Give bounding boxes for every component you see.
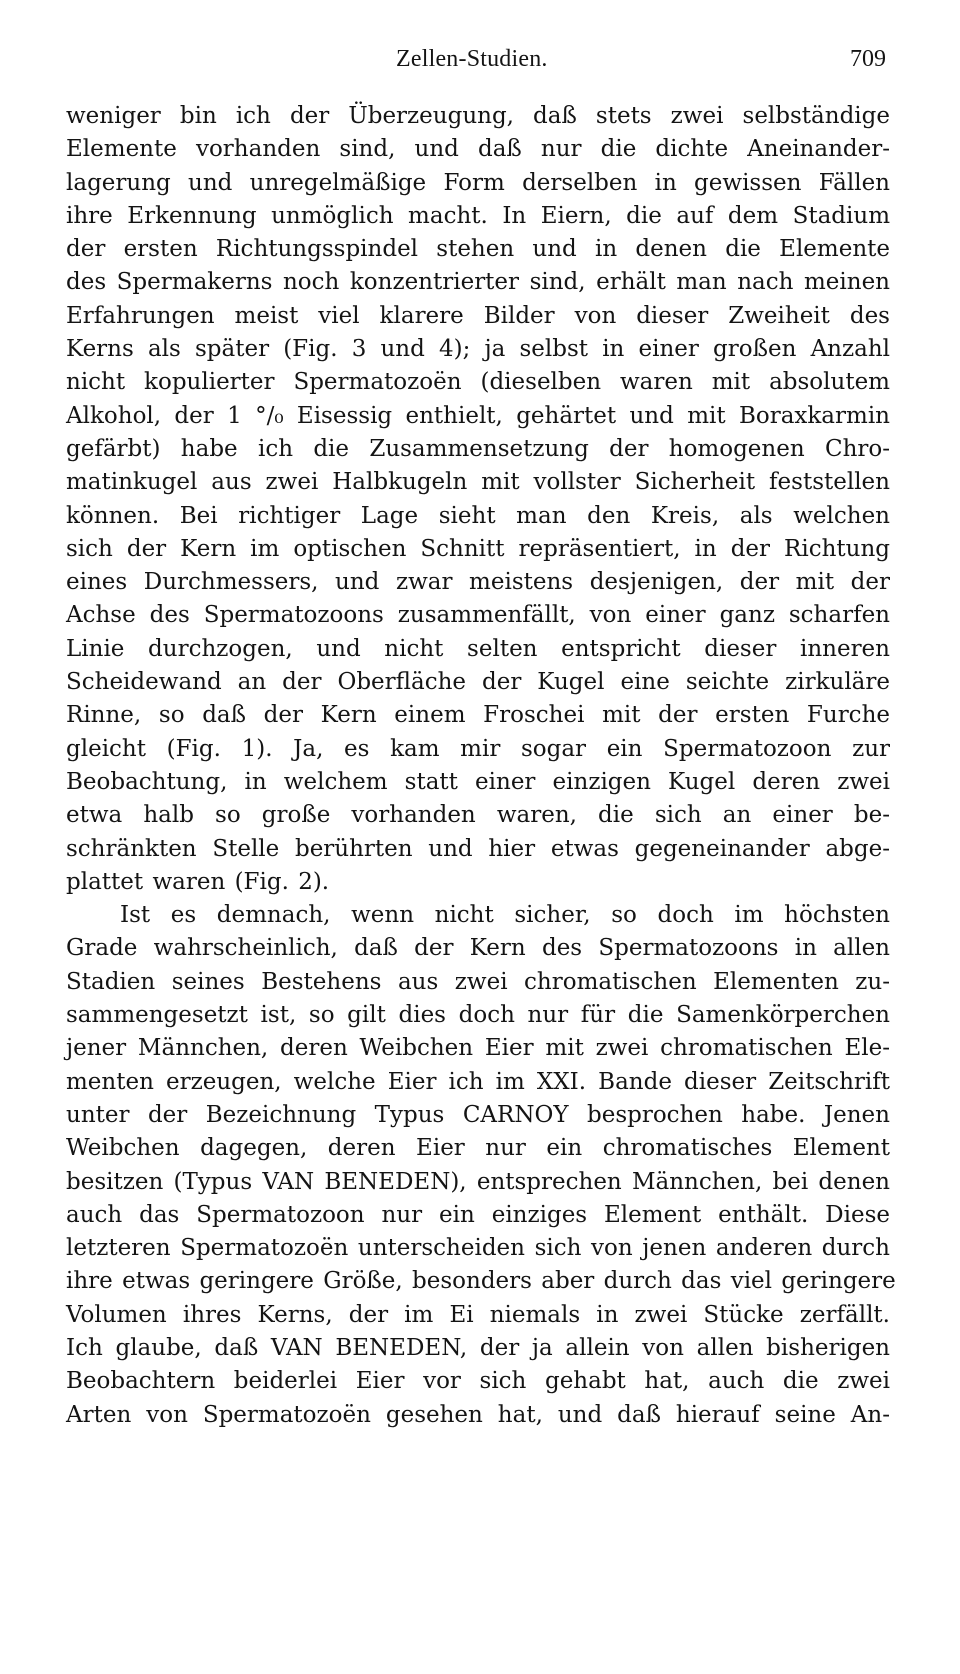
text-line: eines Durchmessers, und zwar meistens desjenigen, der mit der [66, 569, 890, 596]
text-line: Alkohol, der 1 °/₀ Eisessig enthielt, gehärtet und mit Boraxkarmin [66, 402, 890, 429]
text-line: können. Bei richtiger Lage sieht man den Kreis, als welchen [66, 502, 890, 529]
text-line: Linie durchzogen, und nicht selten entspricht dieser inneren [66, 635, 890, 662]
text-line: Rinne, so daß der Kern einem Froschei mit der ersten Furche [66, 702, 890, 729]
text-line: Elemente vorhanden sind, und daß nur die dichte Aneinander- [66, 136, 890, 163]
text-line: Arten von Spermatozoën gesehen hat, und daß hierauf seine An- [66, 1401, 890, 1428]
text-line: Beobachtern beiderlei Eier vor sich gehabt hat, auch die zwei [66, 1368, 890, 1395]
text-line: Weibchen dagegen, deren Eier nur ein chromatisches Element [66, 1135, 890, 1162]
text-line: letzteren Spermatozoën unterscheiden sich von jenen anderen durch [66, 1235, 890, 1262]
text-line: gleicht (Fig. 1). Ja, es kam mir sogar ein Spermatozoon zur [66, 735, 890, 762]
text-line: besitzen (Typus VAN BENEDEN), entsprechen Männchen, bei denen [66, 1168, 890, 1195]
text-line: Erfahrungen meist viel klarere Bilder von dieser Zweiheit des [66, 302, 890, 329]
text-line: ihre etwas geringere Größe, besonders aber durch das viel geringere [66, 1268, 896, 1295]
text-line: etwa halb so große vorhanden waren, die sich an einer be- [66, 802, 890, 829]
text-line: unter der Bezeichnung Typus CARNOY besprochen habe. Jenen [66, 1101, 890, 1128]
paragraph-end-line: plattet waren (Fig. 2). [66, 868, 330, 895]
text-line: Achse des Spermatozoons zusammenfällt, von einer ganz scharfen [66, 602, 890, 629]
text-line: nicht kopulierter Spermatozoën (dieselben waren mit absolutem [66, 369, 890, 396]
text-line: weniger bin ich der Überzeugung, daß stets zwei selbständige [66, 103, 890, 129]
text-line: Kerns als später (Fig. 3 und 4); ja selbst in einer großen Anzahl [66, 336, 890, 363]
text-line: lagerung und unregelmäßige Form derselben in gewissen Fällen [66, 169, 890, 196]
running-header [66, 46, 896, 80]
text-line: Scheidewand an der Oberfläche der Kugel eine seichte zirkuläre [66, 669, 890, 696]
text-line: ihre Erkennung unmöglich macht. In Eiern, die auf dem Stadium [66, 202, 890, 229]
paragraph-start-line: Ist es demnach, wenn nicht sicher, so doch im höchsten [120, 902, 890, 929]
text-line: jener Männchen, deren Weibchen Eier mit zwei chromatischen Ele- [66, 1035, 890, 1062]
text-line: der ersten Richtungsspindel stehen und in denen die Elemente [66, 236, 890, 263]
text-line: matinkugel aus zwei Halbkugeln mit vollster Sicherheit feststellen [66, 469, 890, 496]
text-line: sammengesetzt ist, so gilt dies doch nur für die Samenkörperchen [66, 1002, 890, 1029]
text-line: Stadien seines Bestehens aus zwei chromatischen Elementen zu- [66, 968, 890, 995]
text-line: des Spermakerns noch konzentrierter sind, erhält man nach meinen [66, 269, 890, 296]
body-text [66, 100, 896, 1432]
text-line: gefärbt) habe ich die Zusammensetzung der homogenen Chro- [66, 435, 890, 462]
text-line: sich der Kern im optischen Schnitt repräsentiert, in der Richtung [66, 535, 890, 562]
text-line: Ich glaube, daß VAN BENEDEN, der ja allein von allen bisherigen [66, 1334, 890, 1361]
text-line: Grade wahrscheinlich, daß der Kern des Spermatozoons in allen [66, 935, 890, 962]
text-line: schränkten Stelle berührten und hier etwas gegeneinander abge- [66, 835, 890, 862]
text-line: auch das Spermatozoon nur ein einziges Element enthält. Diese [66, 1201, 890, 1228]
page-number: 709 [850, 46, 886, 72]
text-line: Beobachtung, in welchem statt einer einzigen Kugel deren zwei [66, 768, 890, 795]
text-line: menten erzeugen, welche Eier ich im XXI. Bande dieser Zeitschrift [66, 1068, 890, 1095]
running-title: Zellen-Studien. [396, 46, 548, 72]
text-line: Volumen ihres Kerns, der im Ei niemals in zwei Stücke zerfällt. [66, 1301, 890, 1328]
